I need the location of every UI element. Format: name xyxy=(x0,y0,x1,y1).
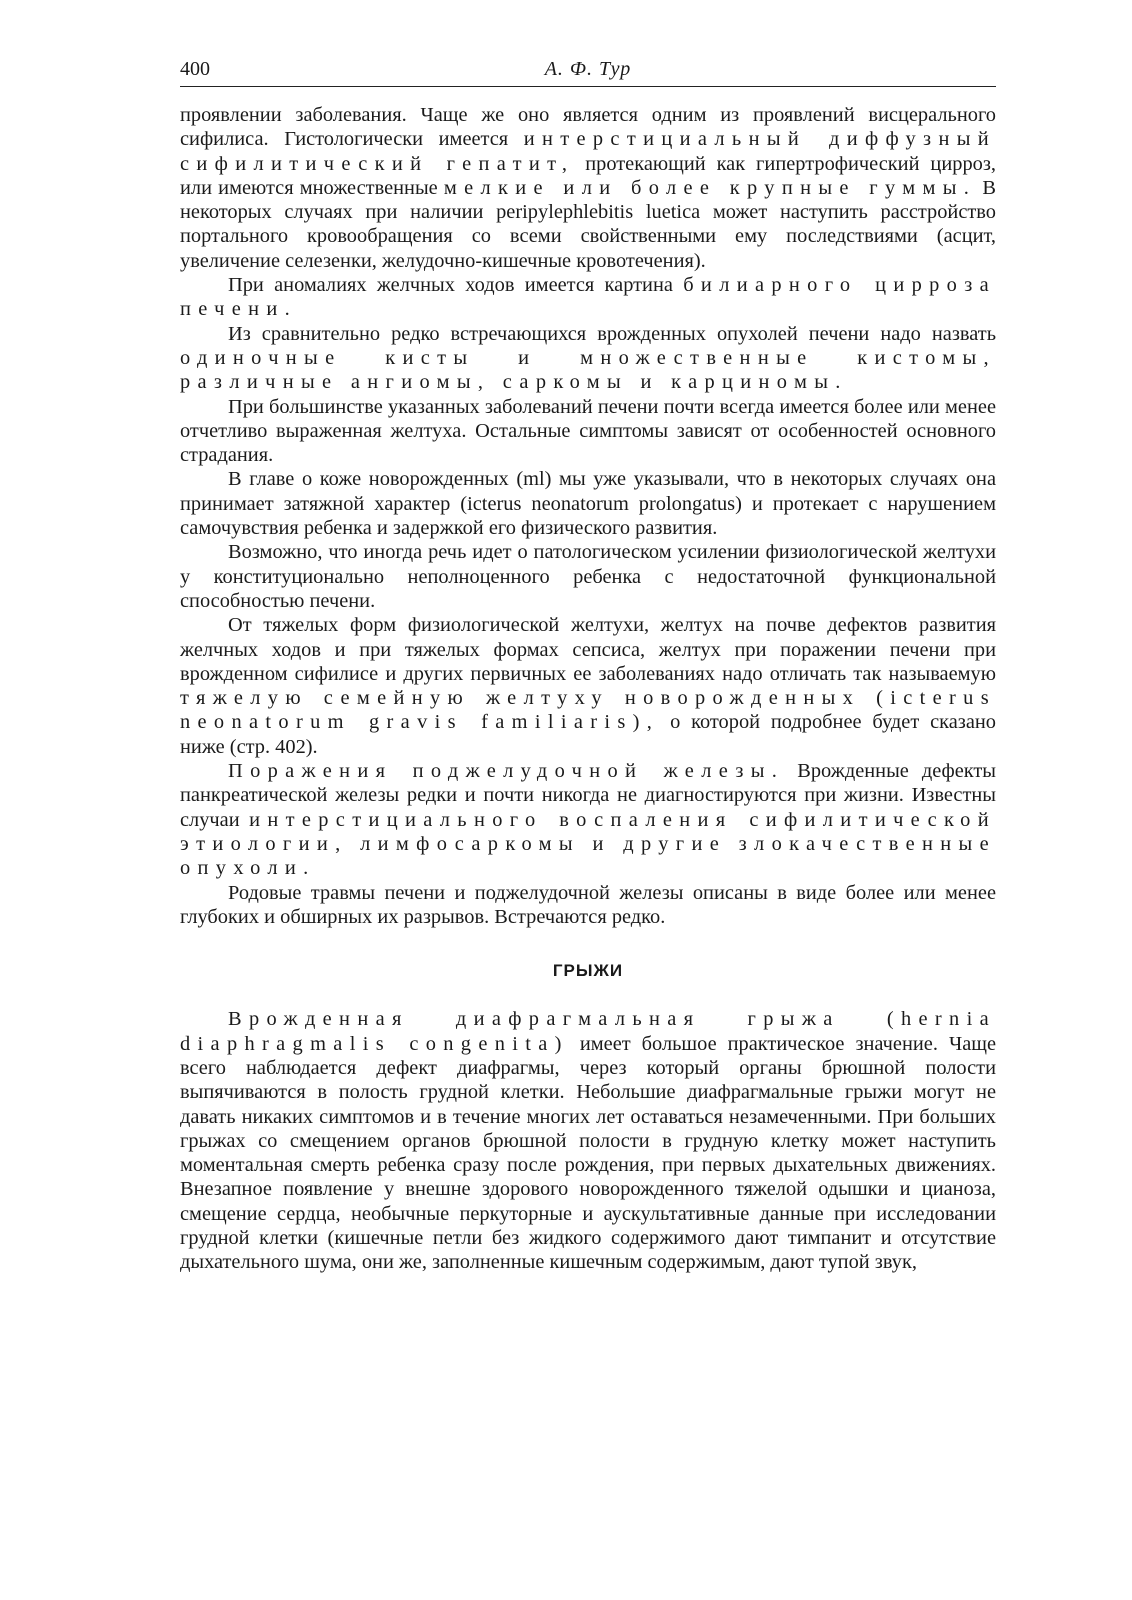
paragraph xyxy=(180,540,996,613)
paragraph xyxy=(180,322,996,395)
running-head: А. Ф. Тур xyxy=(544,58,632,80)
spaced-emphasis: билиарного цирроза печени. xyxy=(180,274,996,321)
paragraph xyxy=(180,759,996,880)
page-header xyxy=(180,56,996,87)
text-run: При аномалиях желчных ходов имеется картина xyxy=(228,274,684,297)
text-run: о которой подробнее будет сказано ниже (стр. 402). xyxy=(180,711,996,758)
spaced-emphasis: интерстициальный диффузный сифилитический гепатит, xyxy=(180,128,996,175)
paragraph xyxy=(180,1007,996,1274)
text-run: В главе о коже новорожденных (ml) мы уже указывали, что в некоторых случаях она принимает затяжной характер (icterus neonatorum prolongatus) и протекает с нарушением самочувствия ребенка и задержкой его физического развития. xyxy=(180,468,996,540)
text-run: протекающий как гипертрофический цирроз, или имеются множественные xyxy=(180,152,996,199)
spaced-emphasis: Поражения поджелудочной железы. xyxy=(228,760,785,783)
body-text xyxy=(180,103,996,1275)
section-paragraphs xyxy=(180,1007,996,1274)
text-run: Из сравнительно редко встречающихся врожденных опухолей печени надо назвать xyxy=(228,322,996,345)
text-run: проявлении заболевания. Чаще же оно является одним из проявлений висцерального сифилиса. Гистологически имеется xyxy=(180,104,996,151)
text-run: Врожденные дефекты панкреатической железы редки и почти никогда не диагностируются при жизни. Известны случаи xyxy=(180,760,997,831)
spaced-emphasis: Врожденная диафрагмальная грыжа (hernia diaphragmalis congenita) xyxy=(180,1008,996,1055)
paragraph xyxy=(180,613,996,759)
spaced-emphasis: мелкие или более крупные гуммы. xyxy=(443,176,977,199)
paragraph xyxy=(180,881,996,930)
spaced-emphasis: одиночные кисты и множественные кистомы, различные ангиомы, саркомы и карциномы. xyxy=(180,346,996,394)
text-run: Возможно, что иногда речь идет о патологическом усилении физиологической желтухи у конституционально неполноценного ребенка с недостаточной функциональной способностью печени. xyxy=(180,541,996,612)
spaced-emphasis: интерстициального воспаления сифилитической этиологии, лимфосаркомы и другие злокачественные опухоли. xyxy=(180,808,996,880)
paragraph xyxy=(180,103,996,273)
text-run: При большинстве указанных заболеваний печени почти всегда имеется более или менее отчетливо выраженная желтуха. Остальные симптомы зависят от особенностей основного страдания. xyxy=(180,395,996,467)
paragraph xyxy=(180,467,996,540)
main-paragraphs xyxy=(180,103,996,929)
text-run: Родовые травмы печени и поджелудочной железы описаны в виде более или менее глубоких и обширных их разрывов. Встречаются редко. xyxy=(180,881,996,928)
paragraph xyxy=(180,273,996,322)
text-run: имеет большое практическое значение. Чаще всего наблюдается дефект диафрагмы, через который органы брюшной полости выпячиваются в полость грудной клетки. Небольшие диафрагмальные грыжи могут не давать никаких симптомов и в течение многих лет оставаться незамеченными. При больших грыжах со смещением органов брюшной полости в грудную клетку может наступить моментальная смерть ребенка сразу после рождения, при первых дыхательных движениях. Внезапное появление у внешне здорового новорожденного тяжелой одышки и цианоза, смещение сердца, необычные перкуторные и аускультативные данные при исследовании грудной клетки (кишечные петли без жидкого содержимого дают тимпанит и отсутствие дыхательного шума, они же, заполненные кишечным содержимым, дают тупой звук, xyxy=(180,1032,996,1274)
page-number: 400 xyxy=(180,58,210,80)
paragraph xyxy=(180,395,996,468)
spaced-emphasis: тяжелую семейную желтуху новорожденных (icterus neonatorum gravis familiaris), xyxy=(180,687,996,734)
section-heading: ГРЫЖИ xyxy=(552,961,624,981)
text-run: От тяжелых форм физиологической желтухи, желтух на почве дефектов развития желчных ходов и при тяжелых формах сепсиса, желтух при поражении печени при врожденном сифилисе и других первичных ее заболеваниях надо отличать так называемую xyxy=(180,614,996,685)
text-run: В некоторых случаях при наличии peripylephlebitis luetica может наступить расстройство портального кровообращения со всеми свойственными ему последствиями (асцит, увеличение селезенки, желудочно-кишечные кровотечения). xyxy=(180,176,997,272)
